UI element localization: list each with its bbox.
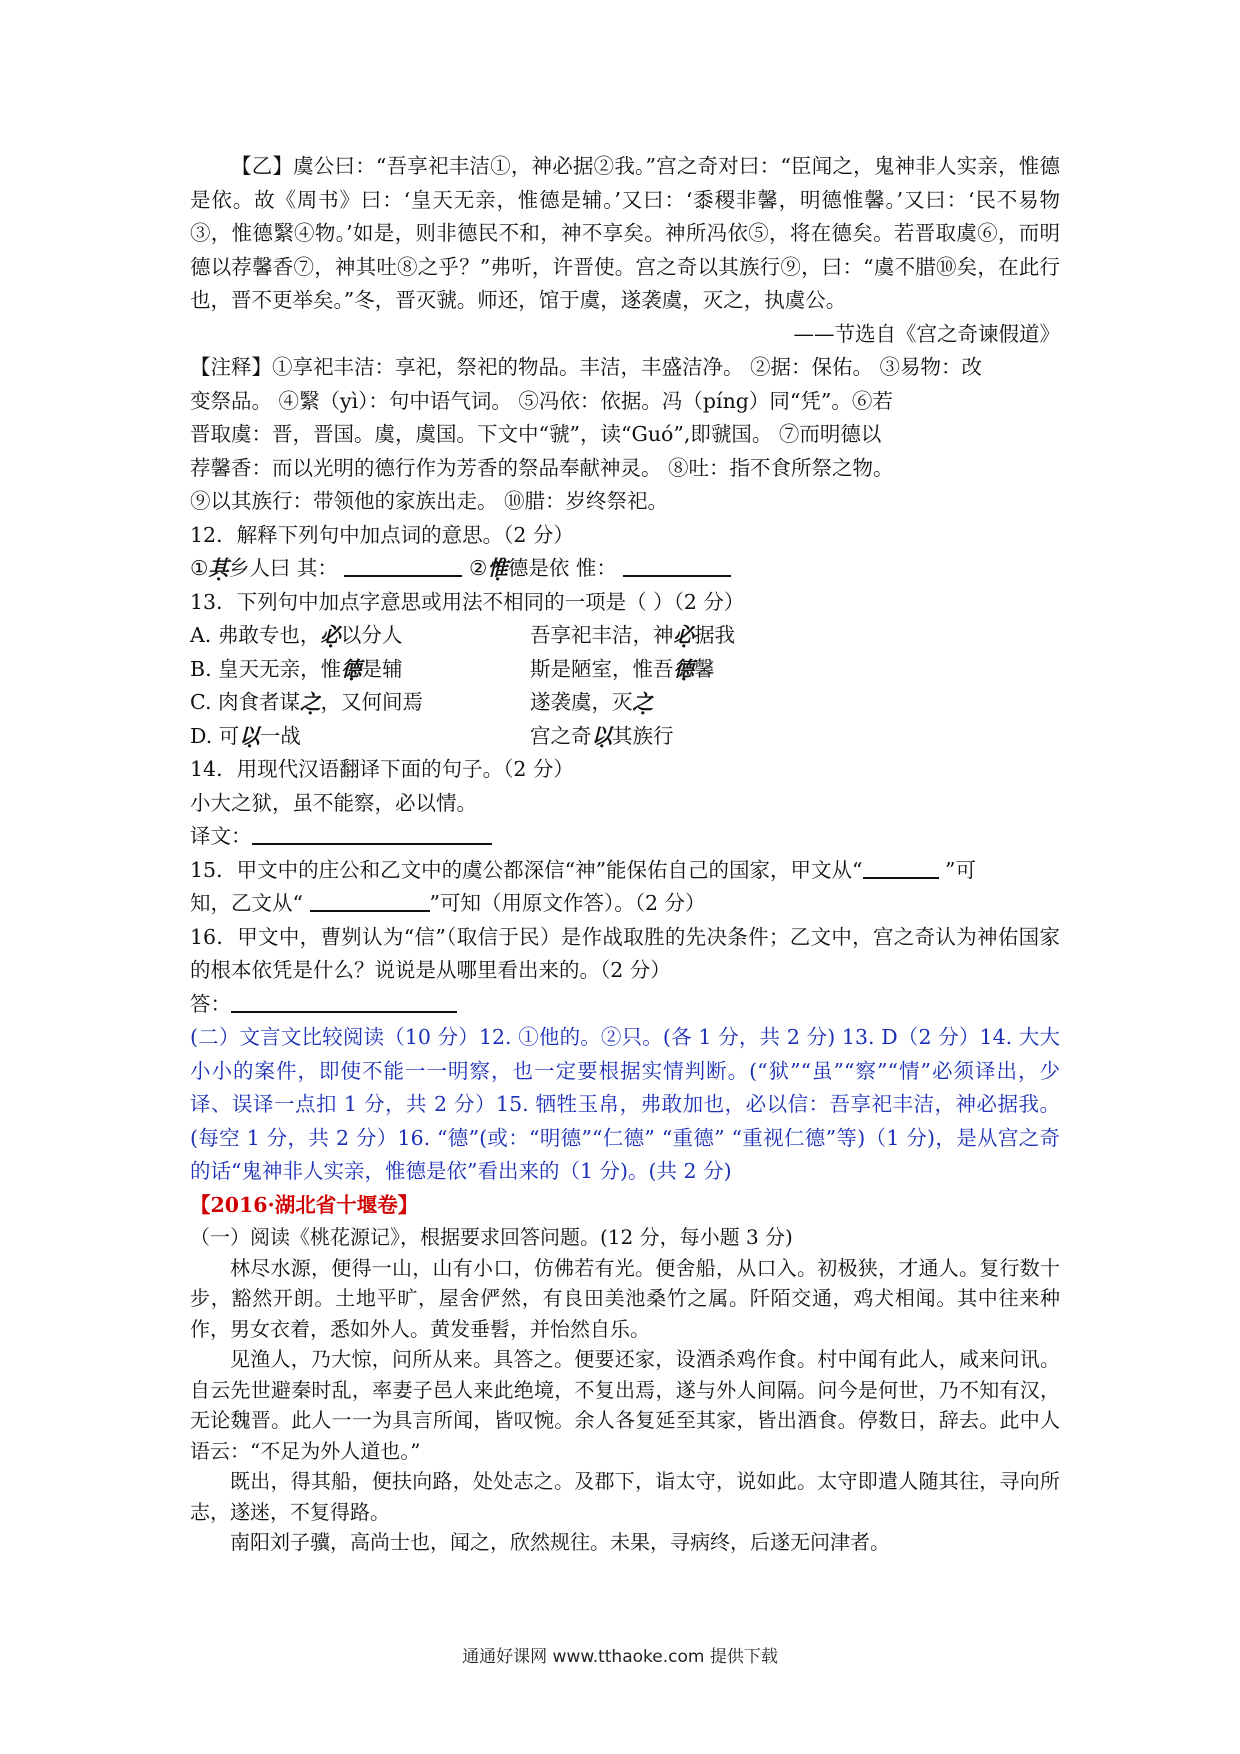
dotted-word: 德 [341, 656, 362, 681]
option-text: 吾享祀丰洁，神 [530, 623, 674, 647]
answer-blank[interactable] [344, 553, 462, 577]
question-14 [190, 753, 1060, 854]
dotted-word: 必 [673, 623, 694, 647]
answer-blank[interactable] [623, 553, 731, 577]
option-text: 其族行 [612, 723, 674, 748]
taohua-paragraph: 见渔人，乃大惊，问所从来。具答之。便要还家，设酒杀鸡作食。村中闻有此人，咸来问讯。自云先世避秦时乱，率妻子邑人来此绝境，不复出焉，遂与外人间隔。问今是何世，乃不知有汉，无论魏晋。此人一一为具言所闻，皆叹惋。余人各复延至其家，皆出酒食。停数日，辞去。此中人语云：“不足为外人道也。” [190, 1347, 1060, 1463]
question-13 [190, 586, 1060, 754]
option-text: A. 弗敢专也， [190, 623, 321, 647]
answer-blank[interactable] [252, 821, 492, 845]
item-number: ① [190, 556, 209, 580]
answer-blank[interactable] [310, 888, 430, 912]
option-row [190, 720, 1060, 754]
question-15 [190, 854, 1060, 921]
option-row [190, 653, 1060, 687]
note-line: 荐馨香：而以光明的德行作为芳香的祭品奉献神灵。 ⑧吐：指不食所祭之物。 [190, 455, 894, 480]
option-text: 一战 [259, 723, 301, 748]
note-line: 晋取虞：晋，晋国。虞，虞国。下文中“虢”，读“Guó”,即虢国。 ⑦而明德以 [190, 422, 882, 446]
section-title: 【2016·湖北省十堰卷】 [190, 1192, 419, 1217]
dotted-word: 惟 [487, 556, 508, 580]
question-16 [190, 921, 1060, 1022]
option-text: 据我 [694, 623, 735, 647]
dotted-word: 之 [632, 690, 653, 714]
passage-yi: 【乙】虞公曰：“吾享祀丰洁①，神必据②我。”宫之奇对曰：“臣闻之，鬼神非人实亲，惟德是依。故《周书》曰：‘皇天无亲，惟德是辅。’又曰：‘黍稷非馨，明德惟馨。’又曰：‘民不易物③，惟德繄④物。’如是，则非德民不和，神不享矣。神所冯依⑤，将在德矣。若晋取虞⑥，而明德以荐馨香⑦，神其吐⑧之乎？”弗听，许晋使。宫之奇以其族行⑨，曰：“虞不腊⑩矣，在此行也，晋不更举矣。”冬，晋灭虢。师还，馆于虞，遂袭虞，灭之，执虞公。 [190, 154, 1060, 312]
taohua-paragraph: 既出，得其船，便扶向路，处处志之。及郡下，诣太守，说如此。太守即遣人随其往，寻向所志，遂迷，不复得路。 [190, 1469, 1060, 1524]
option-text: 是辅 [361, 656, 403, 681]
question-text: 16．甲文中，曹刿认为“信”（取信于民）是作战取胜的先决条件；乙文中，宫之奇认为神佑国家的根本依凭是什么？说说是从哪里看出来的。（2 分） [190, 924, 1060, 982]
option-text: 遂袭虞，灭 [530, 690, 633, 714]
question-items [190, 552, 1060, 586]
note-line: ⑨以其族行：带领他的家族出走。 ⑩腊：岁终祭祀。 [190, 489, 669, 513]
dotted-word: 必 [320, 623, 341, 647]
question-stem: 14．用现代汉语翻译下面的句子。（2 分） [190, 757, 574, 781]
question-12 [190, 519, 1060, 586]
sentence-to-translate: 小大之狱，虽不能察，必以情。 [190, 790, 477, 815]
question-text [190, 887, 1060, 921]
taohua-paragraph: 南阳刘子骥，高尚士也，闻之，欣然规往。未果，寻病终，后遂无问津者。 [230, 1530, 890, 1554]
option-text: D. 可 [190, 723, 240, 748]
option-text: B. 皇天无亲，惟 [190, 656, 342, 681]
page-footer: 通通好课网 www.tthaoke.com 提供下载 [462, 1647, 778, 1667]
question-text-part: 15．甲文中的庄公和乙文中的虞公都深信“神”能保佑自己的国家，甲文从“ [190, 857, 863, 882]
dotted-word: 其 [208, 556, 229, 580]
option-text: 宫之奇 [530, 723, 592, 748]
option-text: 以分人 [340, 623, 403, 647]
question-text-part: 知，乙文从“ [190, 891, 310, 915]
dotted-word: 之 [300, 690, 321, 714]
answer-blank[interactable] [863, 855, 939, 879]
question-text-part: ”可 [938, 857, 977, 882]
item-text: 乡人曰 其： [228, 556, 338, 580]
section-intro: （一）阅读《桃花源记》，根据要求回答问题。(12 分，每小题 3 分) [190, 1225, 793, 1249]
document-page [190, 150, 1060, 1558]
option-text: ，又何间焉 [320, 690, 423, 714]
note-line: 【注释】①享祀丰洁：享祀，祭祀的物品。丰洁，丰盛洁净。 ②据：保佑。 ③易物：改 [190, 355, 983, 379]
question-text [190, 854, 1060, 888]
taohua-paragraph: 林尽水源，便得一山，山有小口，仿佛若有光。便舍船，从口入。初极狭，才通人。复行数十步，豁然开朗。土地平旷，屋舍俨然，有良田美池桑竹之属。阡陌交通，鸡犬相闻。其中往来种作，男女衣着，悉如外人。黄发垂髫，并怡然自乐。 [190, 1255, 1060, 1341]
dotted-word: 德 [673, 656, 694, 681]
option-row [190, 619, 1060, 653]
option-text: 馨 [694, 656, 715, 681]
question-stem: 12．解释下列句中加点词的意思。（2 分） [190, 522, 574, 547]
item-text: 德是依 惟： [507, 556, 617, 580]
passage-source: ——节选自《宫之奇谏假道》 [793, 321, 1060, 346]
note-line: 变祭品。 ④繄（yì）：句中语气词。 ⑤冯依：依据。冯（píng）同“凭”。⑥若 [190, 388, 893, 413]
translation-line [190, 820, 1060, 854]
question-text-part: ”可知（用原文作答）。（2 分） [429, 891, 706, 915]
answer-line [190, 988, 1060, 1022]
annotations [190, 351, 1060, 519]
item-number: ② [468, 556, 488, 580]
dotted-word: 以 [591, 723, 612, 748]
option-row [190, 686, 1060, 720]
answer-label: 答： [190, 991, 231, 1016]
dotted-word: 以 [239, 723, 260, 748]
answer-key: (二）文言文比较阅读（10 分）12. ①他的。②只。(各 1 分，共 2 分) 13. D（2 分）14. 大大小小的案件，即使不能一一明察，也一定要根据实情判断。(“狱”“虽”“察”“情”必须译出，少译、误译一点扣 1 分，共 2 分）15. 牺牲玉帛，弗敢加也，必以信：吾享祀丰洁，神必据我。(每空 1 分，共 2 分）16. “德”(或：“明德”“仁德” “重德” “重视仁德”等)（1 分)，是从宫之奇的话“鬼神非人实亲，惟德是依”看出来的（1 分)。(共 2 分) [190, 1025, 1060, 1183]
answer-label: 译文： [190, 824, 252, 848]
answer-blank[interactable] [231, 989, 457, 1013]
option-text: 斯是陋室，惟吾 [530, 656, 674, 681]
option-text: C. 肉食者谋 [190, 690, 300, 714]
question-stem: 13．下列句中加点字意思或用法不相同的一项是（ ）（2 分） [190, 589, 745, 614]
